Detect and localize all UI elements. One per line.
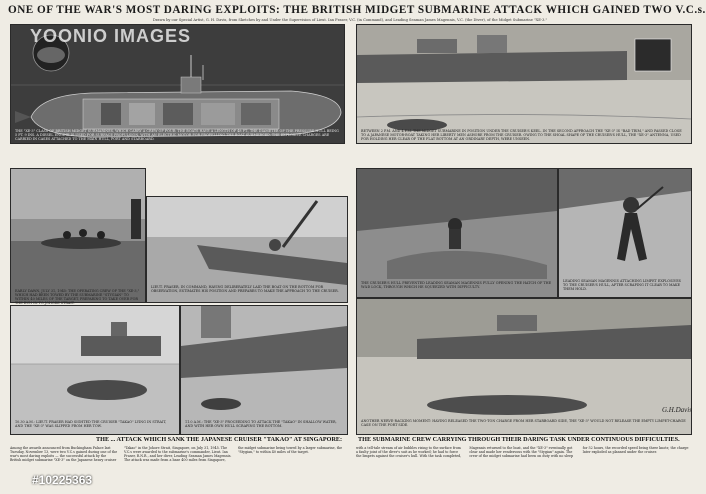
- panel-tow-sub: [10, 305, 180, 435]
- panel-cruiser-hull-hatch: [356, 168, 558, 298]
- diver-caption: LEADING SEAMAN MAGENNIS ATTACHING LIMPET EXPLOSIVES TO THE CRUISER'S HULL, AFTER SCRAPING IT CLEAR TO MAKE THEM HOLD.: [563, 279, 681, 291]
- panel-cruiser-keel: [356, 24, 692, 144]
- right-section-heading: THE SUBMARINE CREW CARRYING THROUGH THEIR DARING TASK UNDER CONTINUOUS DIFFICULTIES.: [358, 436, 680, 443]
- cutaway-caption: THE "XE-3" CLASS OF BRITISH MIDGET SUBMARINES, WHICH CARRY A CREW OF FOUR: THE BOATS HAVE A LENGTH OF 48 FT., THE DIAMETER OF THE PRESSURE HULL BEING 5 FT. 9 INS. A DIESEL ENGINE IS USED FOR SURFACE PROPULSION, WITH AN ELECTRIC MOTOR FOR PROPELLING THE BOAT SUBMERGED. THE EXPLOSIVE CHARGES ARE CARRIED IN CASES ATTACHED TO THE MAIN HULL, PORT AND STARBOARD.: [15, 129, 339, 141]
- watermark-logo: YOONIO IMAGES: [30, 26, 192, 46]
- cruiser-hull-illustration: [357, 169, 557, 297]
- release-illustration: [357, 299, 691, 434]
- cruiser-keel-illustration: [357, 25, 691, 143]
- cruiser-hull-caption: THE CRUISER'S HULL PREVENTED LEADING SEAMAN MAGENNIS FULLY OPENING THE HATCH OF THE W&D LOCK, THROUGH WHICH HE SQUEEZED WITH DIFFICULTY.: [361, 281, 552, 289]
- panel-approach: [180, 305, 348, 435]
- top-right-caption: BETWEEN 2 P.M. AND 4 P.M. THE MIDGET SUBMARINE IN POSITION UNDER THE CRUISER'S KEEL. IN THE SECOND APPROACH THE "XE-3" IS "BAD TRIM," AND PASSED CLOSE TO A JAPANESE MOTOR-BOAT TAKING HER LIBERTY MEN ASHORE FROM THE CRUISER. OWING TO THE SHOAL SHAPE OF THE CRUISER'S HULL, THE "XE-3" ANTENNA, USED FOR HOLDING HER CLEAR OF THE FLAT BOTTOM AT AN ORDINARY DEPTH, WERE UNSEEN.: [361, 129, 682, 141]
- panel-fraser-periscope: [146, 196, 348, 303]
- right-body-text: with a tell-tale stream of air bubbles rising to the surface from a faulty joint of the diver's suit as he worked; he had to force the limpets against the cruiser's hull. With the task completed, Magennis returned to the boat, and the "XE-3" eventually got clear and made her rendezvous with the "Stygian" again. The crew of the midget submarine had been on duty with no sleep for 52 hours, the recorded speed being three knots; the charge later exploded as planned under the cruiser.: [356, 446, 689, 458]
- tow-sub-caption: 10.30 A.M.: LIEUT. FRASER HAD SIGHTED THE CRUISER "TAKAO" LYING IN STRAIT, AND THE "XE-3" WAS SLIPPED FROM HER TOW.: [15, 420, 167, 428]
- tow-sub-illustration: [11, 306, 179, 434]
- left-section-heading: THE ... ATTACK WHICH SANK THE JAPANESE CRUISER "TAKAO" AT SINGAPORE:: [96, 436, 343, 443]
- page-title: ONE OF THE WAR'S MOST DARING EXPLOITS: THE BRITISH MIDGET SUBMARINE ATTACK WHICH GAINED TWO V.C.s.: [8, 4, 706, 16]
- artist-credit: Drawn by our Special Artist, G. H. Davis, from Sketches by and Under the Supervision of Lieut. Ian Fraser, V.C. (in Command), and Leading Seaman James Magennis, V.C. (the Diver), of the Midget Submarine "XE-3.": [152, 18, 548, 22]
- diver-illustration: [559, 169, 691, 297]
- panel-release: [356, 298, 692, 435]
- fraser-caption: LIEUT. FRASER, IN COMMAND, HAVING DELIBERATELY LAID THE BOAT ON THE BOTTOM FOR OBSERVATION, ESTIMATES HIS POSITION AND PREPARES TO MAKE THE APPROACH TO THE CRUISER.: [151, 285, 339, 293]
- approach-caption: 11.0 A.M.: THE "XE-3" PROCEEDING TO ATTACK THE "TAKAO" IN SHALLOW WATER, AND WITH HER OWN HULL SCRAPING THE BOTTOM.: [185, 420, 337, 428]
- approach-illustration: [181, 306, 347, 434]
- early-dawn-caption: EARLY DAWN, JULY 31, 1945: THE OPERATING CREW OF THE "XE-3," WHICH HAD BEEN TOWED BY THE SUBMARINE "STYGIAN" TO WITHIN 40 MILES OF THE TARGET, PREPARING TO TAKE OVER FOR THE RUN-IN TO JOHORE STRAIT.: [15, 289, 140, 305]
- early-dawn-illustration: [11, 169, 145, 305]
- artist-signature: G.H.Davis: [662, 406, 692, 414]
- panel-early-dawn: [10, 168, 146, 303]
- release-caption: ANOTHER NERVE-RACKING MOMENT: HAVING RELEASED THE TWO-TON CHARGE FROM HER STARBOARD SIDE, THE "XE-3" WOULD NOT RELEASE THE EMPTY LIMPET-CHARGE CASE ON THE PORT SIDE.: [361, 419, 686, 427]
- stock-id-label: #10225363: [32, 473, 93, 487]
- panel-diver: [558, 168, 692, 298]
- page-header: [8, 4, 706, 24]
- left-body-text: Among the awards announced from Buckingham Palace last Tuesday, November 13, were two V.C.s gained during one of the war's most daring exploits — the successful attack by the British midget submarine "XE-3" on the Japanese heavy cruiser "Takao" in the Johore Strait, Singapore, on July 31, 1945. The V.C.s were awarded to the submarine's commander, Lieut. Ian Fraser, R.N.R., and her diver, Leading Seaman James Magennis. The attack was made from a base 400 miles from Singapore, the midget submarine being towed by a larger submarine, the "Stygian," to within 40 miles of the target.: [10, 446, 343, 462]
